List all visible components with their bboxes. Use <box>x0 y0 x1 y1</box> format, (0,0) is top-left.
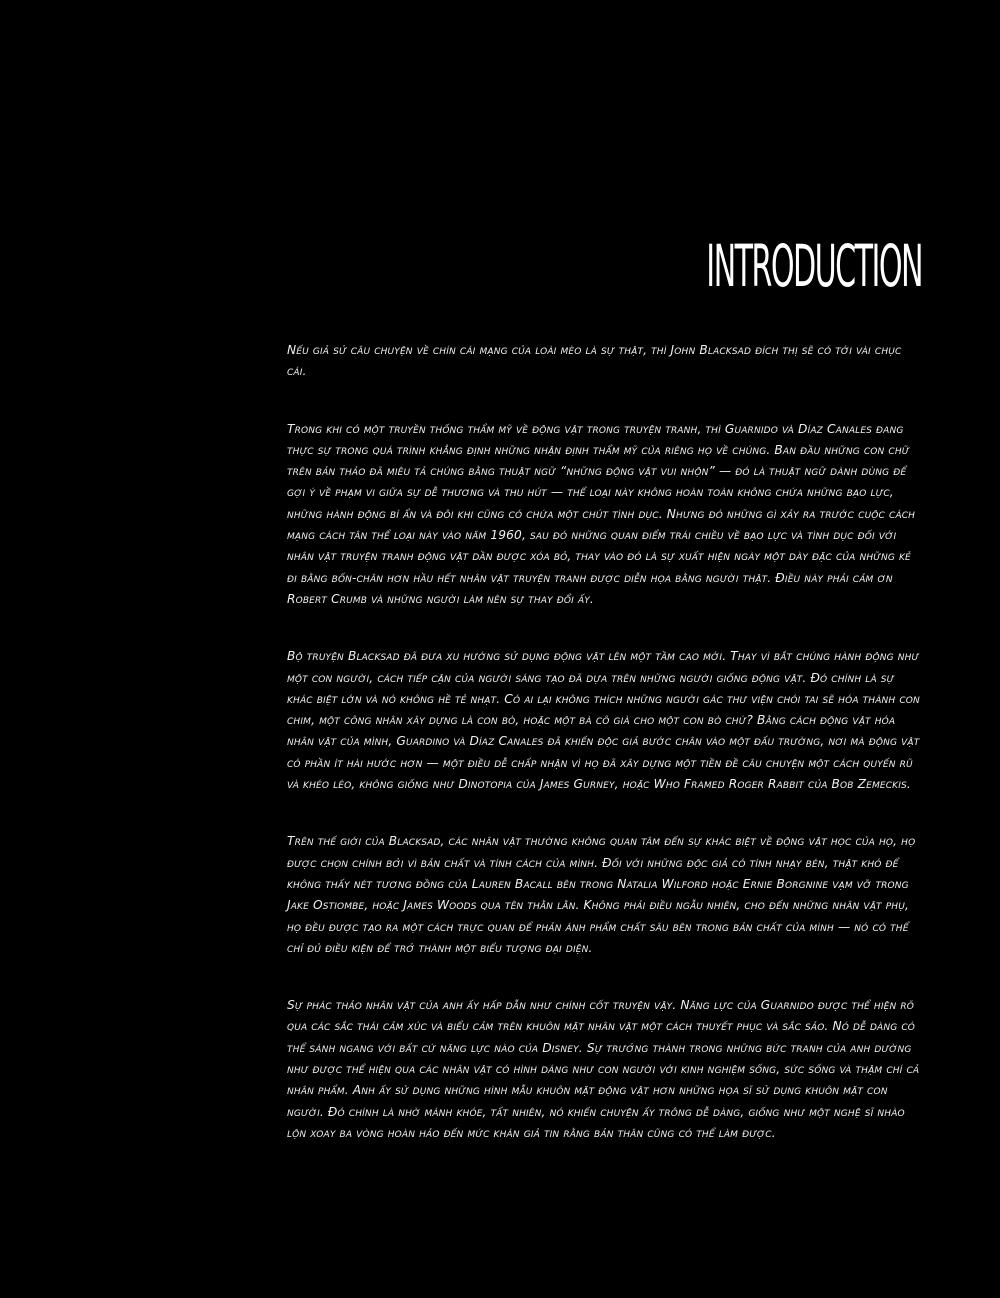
page-title: INTRODUCTION <box>706 232 922 300</box>
paragraph-4: Trên thế giới của Blacksad, các nhân vật thường không quan tâm đến sự khác biệt về động vật học của họ, họ được chọn chính bởi vì bản chất và tính cách của mình. Đối với những độc giả có tính nhạy bén, thật khó để không thấy nét tương đồng của Lauren Bacall bên trong Natalia Wilford hoặc Ernie Borgnine vạm vỡ trong Jake Ostiombe, hoặc James Woods qua tên thằn lằn. Không phải điều ngẫu nhiên, cho đến những nhân vật phụ, họ đều được tạo ra một cách trực quan để phản ánh phẩm chất sâu bên trong bản chất của mình — nó có thể chỉ đủ điều kiện để trở thành một biểu tượng đại diện. <box>287 834 916 955</box>
paragraph-1: Nếu giả sử câu chuyện về chín cái mạng của loài mèo là sự thật, thì John Blacksad đích thị sẽ có tới vài chục cái. <box>287 343 902 379</box>
paragraph-5: Sự phác thảo nhân vật của anh ấy hấp dẫn như chính cốt truyện vậy. Năng lực của Guarnido được thể hiện rõ qua các sắc thái cảm xúc và biểu cảm trên khuôn mặt nhân vật một cách thuyết phục và sắc sảo. Nó dễ dàng có thể sánh ngang với bất cứ năng lực nào của Disney. Sự trưởng thành trong những bức tranh của anh dường như được thể hiện qua các nhân vật có hình dáng như con người với kinh nghiệm sống, sức sống và thậm chí cả nhân phẩm. Anh ấy sử dụng những hình mẫu khuôn mặt động vật hơn những họa sĩ sử dụng khuôn mặt con người. Đó chính là nhờ mánh khóe, tất nhiên, nó khiến chuyện ấy trông dễ dàng, giống như một nghệ sĩ nhào lộn xoay ba vòng hoàn hảo đến mức khán giả tin rằng bản thân cũng có thể làm được. <box>287 998 920 1140</box>
paragraph-2: Trong khi có một truyền thống thẩm mỹ về động vật trong truyện tranh, thì Guarnido và Díaz Canales đang thực sự trong quá trình khẳng định những nhận định thẩm mỹ của riêng họ về chúng. Ban đầu những con chữ trên bản thảo đã miêu tả chúng bằng thuật ngữ “những động vật vui nhộn” — đó là thuật ngữ dành dùng để gợi ý về phạm vi giữa sự dễ thương và thu hút — thể loại này không hoàn toàn không chứa những bạo lực, những hành động bí ẩn và đôi khi cũng có chứa một chút tình dục. Nhưng đó những gì xảy ra trước cuộc cách mạng cách tân thể loại này vào năm 1960, sau đó những quan điểm trái chiều về bạo lực và tình dục đối với nhân vật truyện tranh động vật dần được xóa bỏ, thay vào đó là sự xuất hiện ngày một dày đặc của những kẻ đi bằng bốn-chân hơn hầu hết nhân vật truyện tranh được diễn họa bằng người thật. Điều này phải cảm ơn Robert Crumb và những người làm nên sự thay đổi ấy. <box>287 421 916 606</box>
paragraph-3: Bộ truyện Blacksad đã đưa xu hướng sử dụng động vật lên một tầm cao mới. Thay vì bắt chúng hành động như một con người, cách tiếp cận của người sáng tạo đã dựa trên những người giống động vật. Đó chính là sự khác biệt lớn và nó không hề tẻ nhạt. Có ai lại không thích những người gác thư viện chói tai sẽ hóa thành con chim, một công nhân xây dựng là con bò, hoặc một bà cô già cho một con bò chứ? Bằng cách động vật hóa nhân vật của mình, Guardino và Díaz Canales đã khiến độc giả bước chân vào một đấu trường, nơi mà động vật có phần ít hài hước hơn — một điều dễ chấp nhận vì họ đã xây dựng một tiền đề câu chuyện một cách quyến rũ và khéo léo, không giống như Dinotopia của James Gurney, hoặc Who Framed Roger Rabbit của Bob Zemeckis. <box>287 649 920 792</box>
article-body <box>287 340 923 1180</box>
